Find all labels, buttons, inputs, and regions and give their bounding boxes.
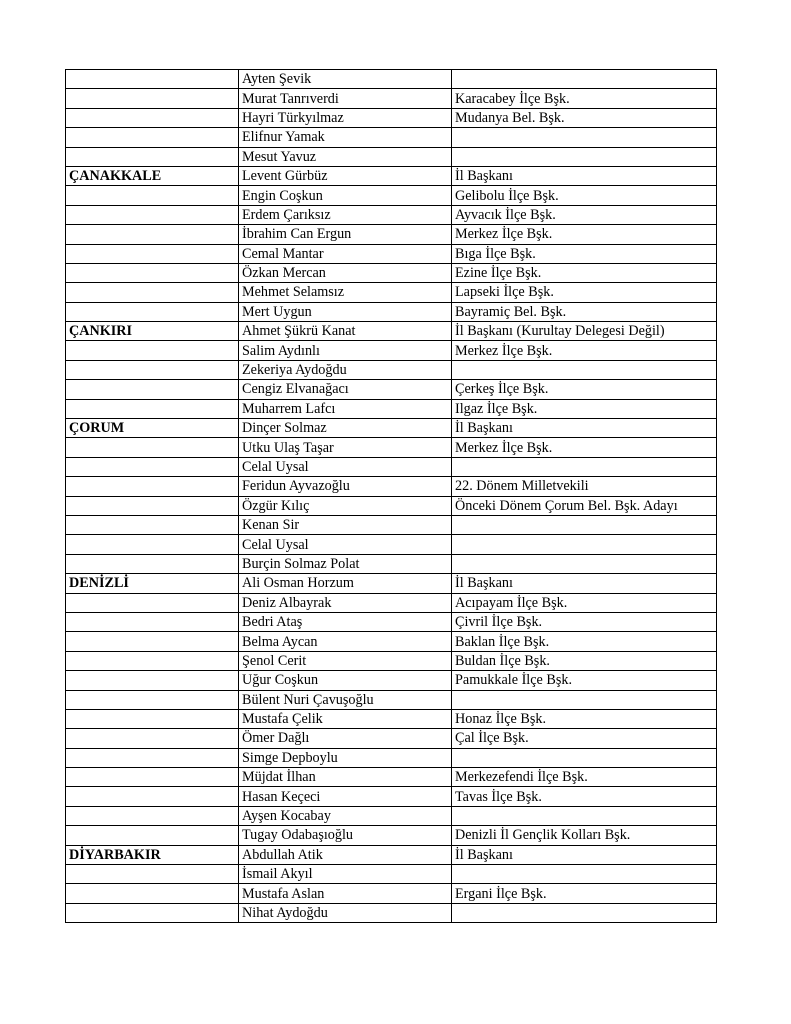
table-row <box>66 457 717 476</box>
table-row <box>66 554 717 573</box>
title-cell <box>452 457 717 476</box>
table-row <box>66 419 717 438</box>
name-cell: Celal Uysal <box>239 457 452 476</box>
province-cell <box>66 341 239 360</box>
title-cell: Merkez İlçe Bşk. <box>452 341 717 360</box>
province-cell <box>66 477 239 496</box>
table-row <box>66 166 717 185</box>
province-cell <box>66 593 239 612</box>
table-row <box>66 651 717 670</box>
province-cell <box>66 729 239 748</box>
table-row <box>66 690 717 709</box>
province-cell <box>66 108 239 127</box>
title-cell: İl Başkanı <box>452 574 717 593</box>
province-cell <box>66 671 239 690</box>
province-cell <box>66 496 239 515</box>
name-cell: Hasan Keçeci <box>239 787 452 806</box>
name-cell: Belma Aycan <box>239 632 452 651</box>
name-cell: Erdem Çarıksız <box>239 205 452 224</box>
title-cell: Mudanya Bel. Bşk. <box>452 108 717 127</box>
table-row <box>66 748 717 767</box>
province-cell <box>66 302 239 321</box>
province-cell <box>66 515 239 534</box>
table-row <box>66 225 717 244</box>
province-cell <box>66 360 239 379</box>
name-cell: Cemal Mantar <box>239 244 452 263</box>
title-cell: Baklan İlçe Bşk. <box>452 632 717 651</box>
province-cell <box>66 690 239 709</box>
name-cell: Şenol Cerit <box>239 651 452 670</box>
table-row <box>66 729 717 748</box>
table-row <box>66 806 717 825</box>
name-cell: Celal Uysal <box>239 535 452 554</box>
title-cell <box>452 865 717 884</box>
name-cell: Mustafa Aslan <box>239 884 452 903</box>
table-row <box>66 515 717 534</box>
province-cell: ÇANAKKALE <box>66 166 239 185</box>
name-cell: İsmail Akyıl <box>239 865 452 884</box>
province-cell <box>66 438 239 457</box>
title-cell: Honaz İlçe Bşk. <box>452 709 717 728</box>
province-cell <box>66 399 239 418</box>
title-cell: İl Başkanı <box>452 419 717 438</box>
name-cell: Mesut Yavuz <box>239 147 452 166</box>
table-row <box>66 884 717 903</box>
table-row <box>66 263 717 282</box>
province-cell <box>66 457 239 476</box>
title-cell <box>452 903 717 922</box>
name-cell: İbrahim Can Ergun <box>239 225 452 244</box>
province-cell <box>66 651 239 670</box>
table-row <box>66 283 717 302</box>
title-cell: Ezine İlçe Bşk. <box>452 263 717 282</box>
title-cell: Merkezefendi İlçe Bşk. <box>452 768 717 787</box>
title-cell <box>452 128 717 147</box>
province-cell: ÇORUM <box>66 419 239 438</box>
name-cell: Utku Ulaş Taşar <box>239 438 452 457</box>
title-cell: Acıpayam İlçe Bşk. <box>452 593 717 612</box>
province-cell <box>66 748 239 767</box>
province-cell: ÇANKIRI <box>66 322 239 341</box>
province-cell <box>66 70 239 89</box>
name-cell: Müjdat İlhan <box>239 768 452 787</box>
title-cell <box>452 806 717 825</box>
title-cell: İl Başkanı <box>452 845 717 864</box>
title-cell: Merkez İlçe Bşk. <box>452 438 717 457</box>
table-row <box>66 89 717 108</box>
title-cell <box>452 515 717 534</box>
name-cell: Elifnur Yamak <box>239 128 452 147</box>
table-row <box>66 496 717 515</box>
table-row <box>66 477 717 496</box>
title-cell <box>452 535 717 554</box>
province-cell <box>66 884 239 903</box>
name-cell: Abdullah Atik <box>239 845 452 864</box>
name-cell: Deniz Albayrak <box>239 593 452 612</box>
name-cell: Cengiz Elvanağacı <box>239 380 452 399</box>
name-cell: Uğur Coşkun <box>239 671 452 690</box>
name-cell: Hayri Türkyılmaz <box>239 108 452 127</box>
title-cell: Lapseki İlçe Bşk. <box>452 283 717 302</box>
name-cell: Muharrem Lafcı <box>239 399 452 418</box>
name-cell: Engin Coşkun <box>239 186 452 205</box>
table-row <box>66 322 717 341</box>
table-body <box>66 70 717 923</box>
province-cell <box>66 225 239 244</box>
title-cell <box>452 70 717 89</box>
title-cell: Bıga İlçe Bşk. <box>452 244 717 263</box>
name-cell: Bülent Nuri Çavuşoğlu <box>239 690 452 709</box>
table-row <box>66 632 717 651</box>
title-cell: Karacabey İlçe Bşk. <box>452 89 717 108</box>
name-cell: Kenan Sir <box>239 515 452 534</box>
title-cell: Bayramiç Bel. Bşk. <box>452 302 717 321</box>
province-cell <box>66 806 239 825</box>
table-row <box>66 535 717 554</box>
delegate-table <box>65 69 717 923</box>
title-cell: İl Başkanı <box>452 166 717 185</box>
name-cell: Ali Osman Horzum <box>239 574 452 593</box>
table-row <box>66 186 717 205</box>
table-row <box>66 205 717 224</box>
table-row <box>66 709 717 728</box>
province-cell <box>66 787 239 806</box>
title-cell <box>452 147 717 166</box>
title-cell: Çerkeş İlçe Bşk. <box>452 380 717 399</box>
province-cell <box>66 128 239 147</box>
title-cell: Tavas İlçe Bşk. <box>452 787 717 806</box>
province-cell <box>66 903 239 922</box>
province-cell: DİYARBAKIR <box>66 845 239 864</box>
title-cell: Ergani İlçe Bşk. <box>452 884 717 903</box>
table-row <box>66 302 717 321</box>
name-cell: Mustafa Çelik <box>239 709 452 728</box>
name-cell: Özgür Kılıç <box>239 496 452 515</box>
province-cell <box>66 826 239 845</box>
name-cell: Bedri Ataş <box>239 612 452 631</box>
name-cell: Simge Depboylu <box>239 748 452 767</box>
title-cell <box>452 360 717 379</box>
title-cell: Ayvacık İlçe Bşk. <box>452 205 717 224</box>
name-cell: Mehmet Selamsız <box>239 283 452 302</box>
table-row <box>66 360 717 379</box>
title-cell: 22. Dönem Milletvekili <box>452 477 717 496</box>
name-cell: Ayten Şevik <box>239 70 452 89</box>
name-cell: Özkan Mercan <box>239 263 452 282</box>
table-row <box>66 128 717 147</box>
province-cell <box>66 632 239 651</box>
table-row <box>66 341 717 360</box>
province-cell <box>66 768 239 787</box>
title-cell: Gelibolu İlçe Bşk. <box>452 186 717 205</box>
title-cell <box>452 690 717 709</box>
table-row <box>66 671 717 690</box>
table-row <box>66 845 717 864</box>
table-row <box>66 865 717 884</box>
table-row <box>66 147 717 166</box>
province-cell <box>66 535 239 554</box>
name-cell: Murat Tanrıverdi <box>239 89 452 108</box>
province-cell <box>66 89 239 108</box>
title-cell: Pamukkale İlçe Bşk. <box>452 671 717 690</box>
province-cell <box>66 147 239 166</box>
province-cell <box>66 263 239 282</box>
table-row <box>66 593 717 612</box>
name-cell: Mert Uygun <box>239 302 452 321</box>
province-cell <box>66 380 239 399</box>
province-cell <box>66 205 239 224</box>
name-cell: Dinçer Solmaz <box>239 419 452 438</box>
title-cell: Denizli İl Gençlik Kolları Bşk. <box>452 826 717 845</box>
table-row <box>66 903 717 922</box>
name-cell: Salim Aydınlı <box>239 341 452 360</box>
title-cell: Çal İlçe Bşk. <box>452 729 717 748</box>
title-cell <box>452 748 717 767</box>
province-cell: DENİZLİ <box>66 574 239 593</box>
table-row <box>66 768 717 787</box>
name-cell: Ayşen Kocabay <box>239 806 452 825</box>
title-cell: İl Başkanı (Kurultay Delegesi Değil) <box>452 322 717 341</box>
table-row <box>66 787 717 806</box>
title-cell: Merkez İlçe Bşk. <box>452 225 717 244</box>
name-cell: Ömer Dağlı <box>239 729 452 748</box>
name-cell: Tugay Odabaşıoğlu <box>239 826 452 845</box>
table-row <box>66 399 717 418</box>
province-cell <box>66 186 239 205</box>
name-cell: Burçin Solmaz Polat <box>239 554 452 573</box>
province-cell <box>66 709 239 728</box>
province-cell <box>66 244 239 263</box>
province-cell <box>66 612 239 631</box>
table-row <box>66 574 717 593</box>
table-row <box>66 380 717 399</box>
name-cell: Levent Gürbüz <box>239 166 452 185</box>
name-cell: Zekeriya Aydoğdu <box>239 360 452 379</box>
table-row <box>66 70 717 89</box>
table-row <box>66 108 717 127</box>
province-cell <box>66 283 239 302</box>
province-cell <box>66 865 239 884</box>
title-cell: Çivril İlçe Bşk. <box>452 612 717 631</box>
title-cell: Önceki Dönem Çorum Bel. Bşk. Adayı <box>452 496 717 515</box>
table-row <box>66 612 717 631</box>
name-cell: Nihat Aydoğdu <box>239 903 452 922</box>
table-row <box>66 826 717 845</box>
table-row <box>66 244 717 263</box>
title-cell: Buldan İlçe Bşk. <box>452 651 717 670</box>
title-cell: Ilgaz İlçe Bşk. <box>452 399 717 418</box>
table-row <box>66 438 717 457</box>
name-cell: Ahmet Şükrü Kanat <box>239 322 452 341</box>
title-cell <box>452 554 717 573</box>
province-cell <box>66 554 239 573</box>
name-cell: Feridun Ayvazoğlu <box>239 477 452 496</box>
